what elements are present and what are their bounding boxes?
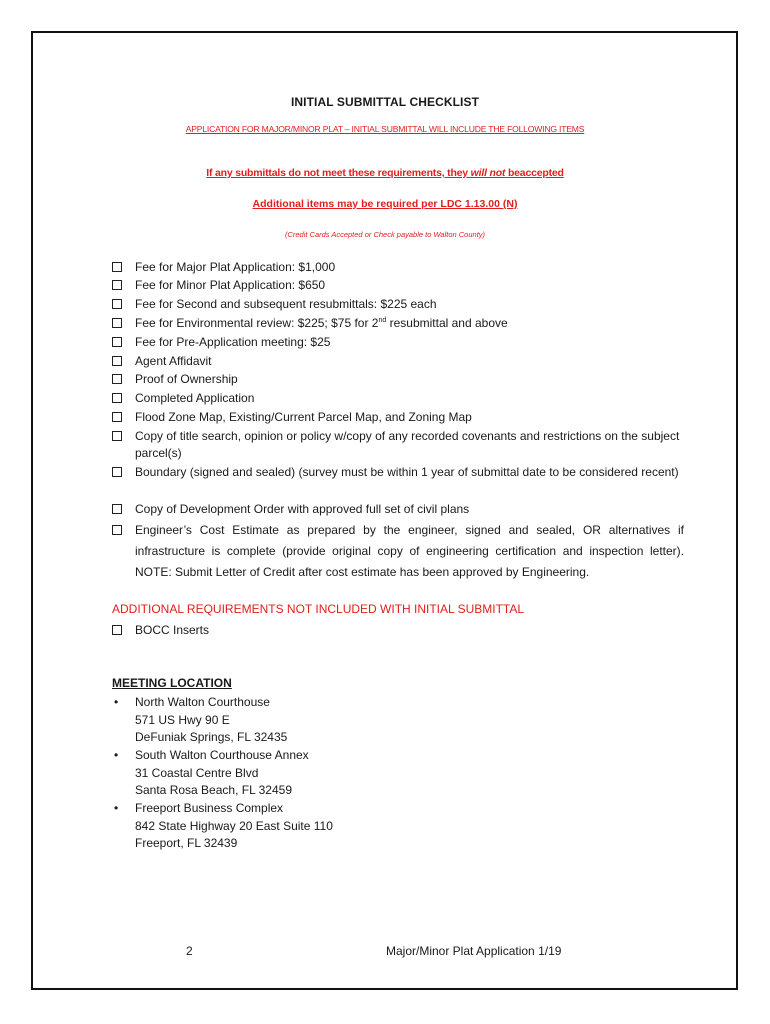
payment-note: (Credit Cards Accepted or Check payable to Walton County)	[284, 230, 486, 239]
document-footer-title: Major/Minor Plat Application 1/19	[386, 944, 562, 958]
location-name: South Walton Courthouse Annex	[135, 748, 309, 762]
location-city: DeFuniak Springs, FL 32435	[135, 730, 288, 744]
location-name: Freeport Business Complex	[135, 801, 284, 815]
location-street: 571 US Hwy 90 E	[135, 712, 230, 727]
application-subtitle: APPLICATION FOR MAJOR/MINOR PLAT – INITIAL SUBMITTAL WILL INCLUDE THE FOLLOWING ITEMS	[185, 124, 585, 134]
checkbox-icon[interactable]	[112, 337, 122, 347]
location-city: Santa Rosa Beach, FL 32459	[135, 783, 292, 797]
bullet-icon: •	[114, 748, 119, 762]
checkbox-icon[interactable]	[112, 504, 122, 514]
bullet-icon: •	[114, 695, 119, 709]
page-number: 2	[186, 944, 193, 958]
checkbox-icon[interactable]	[112, 625, 122, 635]
location-street: 31 Coastal Centre Blvd	[135, 765, 259, 780]
bullet-icon: •	[114, 801, 119, 815]
checkbox-icon[interactable]	[112, 280, 122, 290]
checkbox-icon[interactable]	[112, 431, 122, 441]
additional-requirements-heading: ADDITIONAL REQUIREMENTS NOT INCLUDED WITH INITIAL SUBMITTAL	[112, 602, 525, 616]
location-name: North Walton Courthouse	[135, 695, 270, 709]
checkbox-icon[interactable]	[112, 525, 122, 535]
checkbox-icon[interactable]	[112, 262, 122, 272]
location-street: 842 State Highway 20 East Suite 110	[135, 818, 333, 833]
page-title: INITIAL SUBMITTAL CHECKLIST	[290, 95, 480, 109]
acceptance-warning: If any submittals do not meet these requirements, they will not beaccepted	[206, 167, 564, 179]
meeting-location-heading: MEETING LOCATION	[112, 676, 232, 690]
checkbox-icon[interactable]	[112, 318, 122, 328]
checkbox-icon[interactable]	[112, 467, 122, 477]
ldc-note: Additional items may be required per LDC 1.13.00 (N)	[252, 198, 518, 210]
checkbox-icon[interactable]	[112, 356, 122, 366]
checkbox-icon[interactable]	[112, 299, 122, 309]
checkbox-icon[interactable]	[112, 393, 122, 403]
location-city: Freeport, FL 32439	[135, 836, 238, 850]
checkbox-icon[interactable]	[112, 412, 122, 422]
checkbox-icon[interactable]	[112, 374, 122, 384]
